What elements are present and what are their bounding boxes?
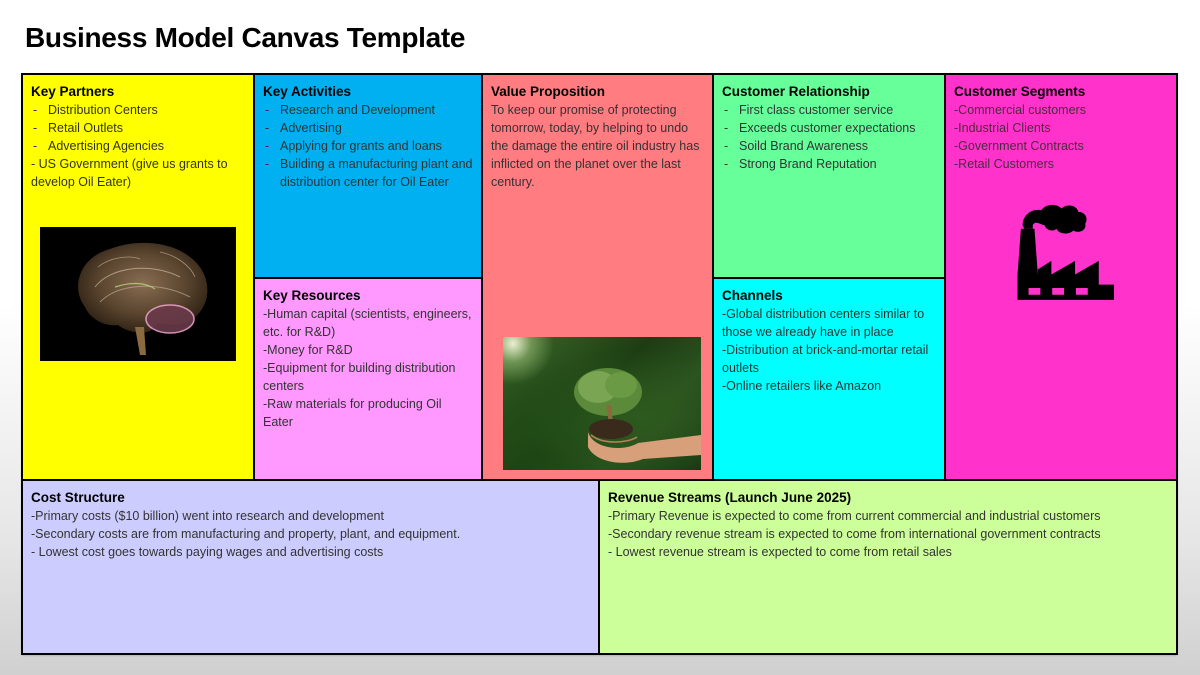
value-proposition-section bbox=[481, 73, 714, 481]
customer-relationship-list bbox=[722, 101, 936, 173]
list-item: -Raw materials for producing Oil Eater bbox=[263, 397, 442, 429]
customer-relationship-section bbox=[712, 73, 946, 279]
list-item: -Global distribution centers similar to those we already have in place bbox=[722, 307, 925, 339]
key-resources-section bbox=[253, 277, 483, 481]
list-item: -Government Contracts bbox=[954, 139, 1084, 153]
channels-list bbox=[722, 305, 936, 395]
cost-structure-heading: Cost Structure bbox=[31, 490, 125, 505]
revenue-streams-section bbox=[598, 479, 1178, 655]
list-item: - First class customer service bbox=[722, 101, 936, 119]
list-item: -Primary Revenue is expected to come from current commercial and industrial customers bbox=[608, 509, 1101, 523]
list-item: -Secondary costs are from manufacturing and property, plant, and equipment. bbox=[31, 527, 461, 541]
list-item: -Primary costs ($10 billion) went into research and development bbox=[31, 509, 384, 523]
business-model-canvas bbox=[21, 73, 1176, 653]
revenue-streams-list bbox=[608, 507, 1168, 561]
list-item: - Research and Development bbox=[263, 101, 473, 119]
customer-segments-heading: Customer Segments bbox=[954, 84, 1086, 99]
key-activities-list bbox=[263, 101, 473, 191]
customer-segments-list bbox=[954, 101, 1168, 173]
value-proposition-text: To keep our promise of protecting tomorrow, today, by helping to undo the damage the entire oil industry has inflicted on the planet over the last century. bbox=[491, 103, 700, 189]
key-partners-heading: Key Partners bbox=[31, 84, 115, 99]
list-item: -Secondary revenue stream is expected to come from international government contracts bbox=[608, 527, 1101, 541]
revenue-streams-heading: Revenue Streams (Launch June 2025) bbox=[608, 490, 852, 505]
list-item: -Distribution at brick-and-mortar retail outlets bbox=[722, 343, 929, 375]
key-partners-extra: - US Government (give us grants to develop Oil Eater) bbox=[31, 157, 228, 189]
list-item: - Soild Brand Awareness bbox=[722, 137, 936, 155]
customer-relationship-heading: Customer Relationship bbox=[722, 84, 870, 99]
factory-icon bbox=[1004, 200, 1114, 310]
list-item: - Applying for grants and loans bbox=[263, 137, 473, 155]
key-activities-heading: Key Activities bbox=[263, 84, 352, 99]
key-activities-section bbox=[253, 73, 483, 279]
brain-image bbox=[40, 227, 236, 361]
tree-in-hands-image bbox=[503, 337, 701, 470]
key-resources-list bbox=[263, 305, 473, 431]
list-item: - Advertising Agencies bbox=[31, 137, 245, 155]
list-item: -Money for R&D bbox=[263, 343, 353, 357]
list-item: -Online retailers like Amazon bbox=[722, 379, 882, 393]
list-item: - Lowest revenue stream is expected to come from retail sales bbox=[608, 545, 952, 559]
list-item: - Retail Outlets bbox=[31, 119, 245, 137]
list-item: -Human capital (scientists, engineers, etc. for R&D) bbox=[263, 307, 472, 339]
list-item: - Lowest cost goes towards paying wages and advertising costs bbox=[31, 545, 384, 559]
value-proposition-heading: Value Proposition bbox=[491, 84, 606, 99]
customer-segments-section bbox=[944, 73, 1178, 481]
list-item: - Strong Brand Reputation bbox=[722, 155, 936, 173]
list-item: -Equipment for building distribution centers bbox=[263, 361, 456, 393]
list-item: - Advertising bbox=[263, 119, 473, 137]
channels-heading: Channels bbox=[722, 288, 783, 303]
list-item: -Commercial customers bbox=[954, 103, 1086, 117]
list-item: - Building a manufacturing plant and distribution center for Oil Eater bbox=[263, 155, 473, 191]
key-partners-section bbox=[21, 73, 255, 481]
list-item: -Retail Customers bbox=[954, 157, 1055, 171]
cost-structure-list bbox=[31, 507, 590, 561]
cost-structure-section bbox=[21, 479, 600, 655]
list-item: -Industrial Clients bbox=[954, 121, 1051, 135]
list-item: - Distribution Centers bbox=[31, 101, 245, 119]
key-partners-list bbox=[31, 101, 245, 155]
channels-section bbox=[712, 277, 946, 481]
list-item: - Exceeds customer expectations bbox=[722, 119, 936, 137]
page-title: Business Model Canvas Template bbox=[25, 22, 466, 53]
key-resources-heading: Key Resources bbox=[263, 288, 361, 303]
